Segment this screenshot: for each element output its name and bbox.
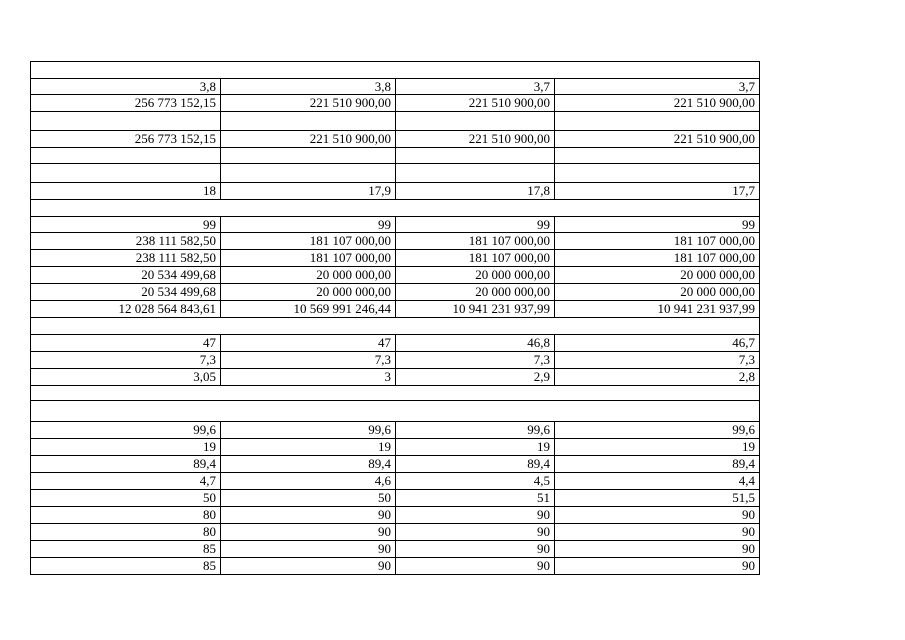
table-row [31, 473, 760, 490]
table-cell-col-3: 221 510 900,00 [396, 95, 555, 112]
table-cell-col-1: 238 111 582,50 [31, 233, 221, 250]
table-body [31, 62, 760, 575]
table-cell-col-4: 99,6 [555, 422, 760, 439]
table-cell-col-4: 46,7 [555, 335, 760, 352]
table-cell-col-1: 47 [31, 335, 221, 352]
table-cell-col-1: 3,05 [31, 369, 221, 386]
table-row [31, 422, 760, 439]
table-cell-col-2: 20 000 000,00 [221, 284, 396, 301]
table-row [31, 284, 760, 301]
table-cell-col-2: 7,3 [221, 352, 396, 369]
table-cell-col-2: 99,6 [221, 422, 396, 439]
table-row [31, 164, 760, 183]
table-cell-col-2: 181 107 000,00 [221, 250, 396, 267]
table-cell-col-3 [396, 112, 555, 131]
table-cell-col-4: 89,4 [555, 456, 760, 473]
table-cell-col-2: 17,9 [221, 183, 396, 200]
table-cell-col-1: 7,3 [31, 352, 221, 369]
table-cell-col-4: 19 [555, 439, 760, 456]
table-cell-col-1: 89,4 [31, 456, 221, 473]
table-cell-col-3: 221 510 900,00 [396, 131, 555, 148]
data-table [30, 61, 760, 575]
section-separator-row [31, 62, 760, 79]
section-separator-row [31, 386, 760, 401]
table-cell-col-1: 50 [31, 490, 221, 507]
table-cell-col-2: 90 [221, 507, 396, 524]
table-row [31, 524, 760, 541]
table-cell-col-2: 3,8 [221, 79, 396, 95]
table-cell-col-1: 85 [31, 558, 221, 575]
table-cell-col-1: 256 773 152,15 [31, 131, 221, 148]
table-row [31, 233, 760, 250]
table-cell-col-1 [31, 148, 221, 164]
table-cell-col-1: 256 773 152,15 [31, 95, 221, 112]
table-cell-col-2: 90 [221, 524, 396, 541]
table-cell-col-4 [555, 148, 760, 164]
section-separator-row [31, 318, 760, 335]
table-cell-col-3: 19 [396, 439, 555, 456]
table-cell-col-2: 90 [221, 558, 396, 575]
table-cell-col-2 [221, 148, 396, 164]
table-cell-col-4: 221 510 900,00 [555, 131, 760, 148]
table-cell-col-2: 10 569 991 246,44 [221, 301, 396, 318]
table-cell-col-1: 19 [31, 439, 221, 456]
table-cell-col-2: 20 000 000,00 [221, 267, 396, 284]
table-cell-col-1: 20 534 499,68 [31, 267, 221, 284]
table-cell-col-1 [31, 112, 221, 131]
table-cell-col-3: 4,5 [396, 473, 555, 490]
table-cell-col-4: 221 510 900,00 [555, 95, 760, 112]
table-cell-col-3 [396, 148, 555, 164]
table-cell-col-4: 3,7 [555, 79, 760, 95]
table-cell-col-1: 238 111 582,50 [31, 250, 221, 267]
table-row [31, 541, 760, 558]
table-cell-col-3: 99 [396, 217, 555, 233]
table-cell-col-1: 80 [31, 507, 221, 524]
table-cell-col-2: 3 [221, 369, 396, 386]
table-cell-col-4: 181 107 000,00 [555, 250, 760, 267]
table-cell-col-2 [221, 112, 396, 131]
table-cell-col-3: 7,3 [396, 352, 555, 369]
table-row [31, 335, 760, 352]
table-row [31, 267, 760, 284]
table-cell-col-1 [31, 164, 221, 183]
table-cell-col-3: 181 107 000,00 [396, 250, 555, 267]
table-row [31, 301, 760, 318]
table-cell-col-3: 2,9 [396, 369, 555, 386]
table-row [31, 131, 760, 148]
table-row [31, 386, 760, 401]
table-row [31, 112, 760, 131]
table-cell-col-1: 12 028 564 843,61 [31, 301, 221, 318]
table-cell-col-2: 221 510 900,00 [221, 131, 396, 148]
table-cell-col-3: 99,6 [396, 422, 555, 439]
table-cell-col-3: 90 [396, 524, 555, 541]
table-cell-col-1: 20 534 499,68 [31, 284, 221, 301]
table-cell-col-3: 90 [396, 558, 555, 575]
section-separator-row [31, 401, 760, 422]
table-row [31, 490, 760, 507]
table-row [31, 352, 760, 369]
table-row [31, 183, 760, 200]
table-cell-col-1: 80 [31, 524, 221, 541]
section-separator-row [31, 200, 760, 217]
table-cell-col-4: 20 000 000,00 [555, 267, 760, 284]
table-cell-col-4: 90 [555, 558, 760, 575]
table-row [31, 95, 760, 112]
table-cell-col-1: 3,8 [31, 79, 221, 95]
table-cell-col-3: 90 [396, 507, 555, 524]
table-cell-col-4: 90 [555, 507, 760, 524]
table-cell-col-4: 181 107 000,00 [555, 233, 760, 250]
table-row [31, 439, 760, 456]
table-row [31, 456, 760, 473]
table-cell-col-2: 47 [221, 335, 396, 352]
table-cell-col-4 [555, 164, 760, 183]
table-row [31, 148, 760, 164]
table-cell-col-3: 46,8 [396, 335, 555, 352]
table-cell-col-1: 4,7 [31, 473, 221, 490]
table-cell-col-4: 2,8 [555, 369, 760, 386]
table-cell-col-4: 4,4 [555, 473, 760, 490]
table-cell-col-3: 89,4 [396, 456, 555, 473]
table-row [31, 318, 760, 335]
table-cell-col-3: 3,7 [396, 79, 555, 95]
table-cell-col-2: 221 510 900,00 [221, 95, 396, 112]
table-cell-col-4: 51,5 [555, 490, 760, 507]
table-cell-col-3: 20 000 000,00 [396, 284, 555, 301]
table-cell-col-2: 89,4 [221, 456, 396, 473]
table-cell-col-3: 20 000 000,00 [396, 267, 555, 284]
table-cell-col-4: 20 000 000,00 [555, 284, 760, 301]
table-cell-col-4: 99 [555, 217, 760, 233]
table-cell-col-1: 18 [31, 183, 221, 200]
table-cell-col-4 [555, 112, 760, 131]
table-cell-col-2: 99 [221, 217, 396, 233]
table-row [31, 401, 760, 422]
table-cell-col-4: 90 [555, 524, 760, 541]
table-cell-col-2 [221, 164, 396, 183]
table-cell-col-4: 10 941 231 937,99 [555, 301, 760, 318]
table-cell-col-1: 99,6 [31, 422, 221, 439]
table-cell-col-3: 17,8 [396, 183, 555, 200]
table-row [31, 250, 760, 267]
table-cell-col-3: 181 107 000,00 [396, 233, 555, 250]
table-cell-col-3 [396, 164, 555, 183]
table-cell-col-4: 17,7 [555, 183, 760, 200]
table-cell-col-1: 99 [31, 217, 221, 233]
table-cell-col-4: 90 [555, 541, 760, 558]
table-row [31, 558, 760, 575]
table-cell-col-3: 51 [396, 490, 555, 507]
table-cell-col-2: 90 [221, 541, 396, 558]
table-cell-col-2: 4,6 [221, 473, 396, 490]
table-row [31, 200, 760, 217]
table-row [31, 507, 760, 524]
table-row [31, 369, 760, 386]
table-cell-col-2: 181 107 000,00 [221, 233, 396, 250]
table-row [31, 62, 760, 79]
table-cell-col-2: 50 [221, 490, 396, 507]
table-cell-col-3: 90 [396, 541, 555, 558]
table-cell-col-3: 10 941 231 937,99 [396, 301, 555, 318]
table-row [31, 79, 760, 95]
table-cell-col-4: 7,3 [555, 352, 760, 369]
table-cell-col-1: 85 [31, 541, 221, 558]
table-cell-col-2: 19 [221, 439, 396, 456]
table-row [31, 217, 760, 233]
